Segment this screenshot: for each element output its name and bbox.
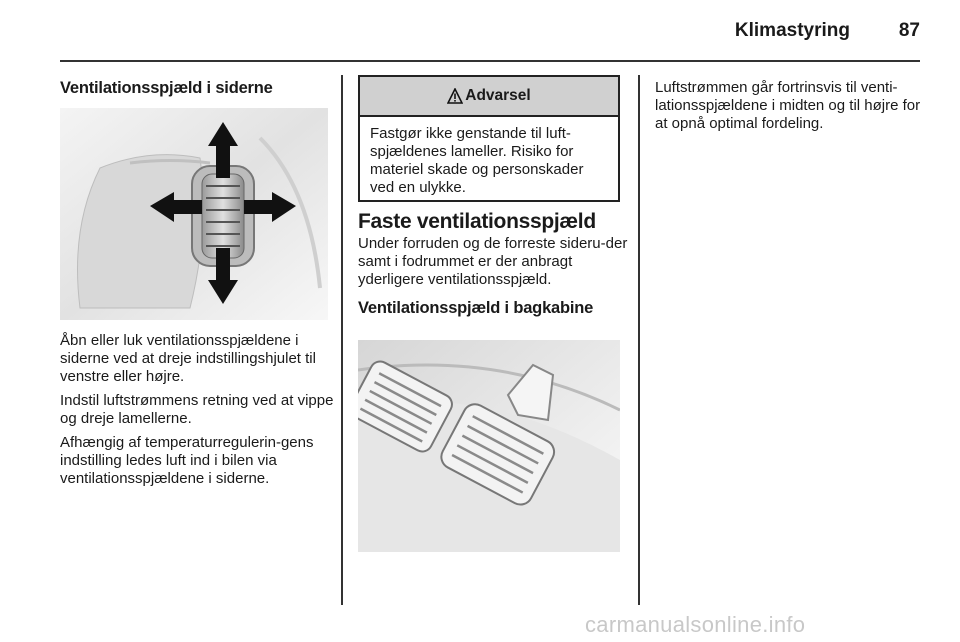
left-column-text: [60, 332, 335, 494]
right-column: [655, 79, 925, 139]
section-text: Under forruden og de forreste sideru-der samt i fodrummet er der anbragt yderligere ventilationsspjæld.: [358, 235, 628, 288]
left-paragraph: Åbn eller luk ventilationsspjældene i siderne ved at dreje indstillingshjulet til venstre eller højre.: [60, 332, 316, 385]
left-paragraph: Indstil luftstrømmens retning ved at vippe og dreje lamellerne.: [60, 392, 334, 427]
rear-cabin-heading: Ventilationsspjæld i bagkabine: [358, 299, 594, 317]
warning-title: Advarsel: [465, 87, 531, 104]
warning-text: Fastgør ikke genstande til luft-spjældenes lameller. Risiko for materiel skade og personskader ved en ulykke.: [370, 125, 584, 196]
warning-box: [358, 75, 620, 202]
column-divider-right: [638, 75, 640, 605]
side-vent-figure: [60, 108, 328, 320]
left-heading: Ventilationsspjæld i siderne: [60, 79, 273, 97]
right-paragraph: Luftstrømmen går fortrinsvis til venti-lationsspjældene i midten og til højre for at opnå optimal fordeling.: [655, 79, 921, 132]
watermark: carmanualsonline.info: [585, 612, 806, 637]
rear-cabin-vents-illustration: [358, 340, 620, 552]
page-number: 87: [898, 20, 920, 41]
page-header-title: Klimastyring: [734, 20, 850, 41]
side-vent-arrows-illustration: [60, 108, 328, 320]
header-divider: [60, 60, 920, 62]
warning-header: [360, 77, 618, 117]
rear-vent-figure: [358, 340, 620, 552]
column-divider-left: [341, 75, 343, 605]
left-column: [60, 79, 330, 97]
section-heading: Faste ventilationsspjæld: [358, 210, 596, 233]
middle-column-text: [358, 210, 628, 317]
warning-triangle-icon: [447, 88, 463, 104]
left-paragraph: Afhængig af temperaturregulerin-gens indstilling ledes luft ind i bilen via ventilationsspjældene i siderne.: [60, 434, 314, 487]
